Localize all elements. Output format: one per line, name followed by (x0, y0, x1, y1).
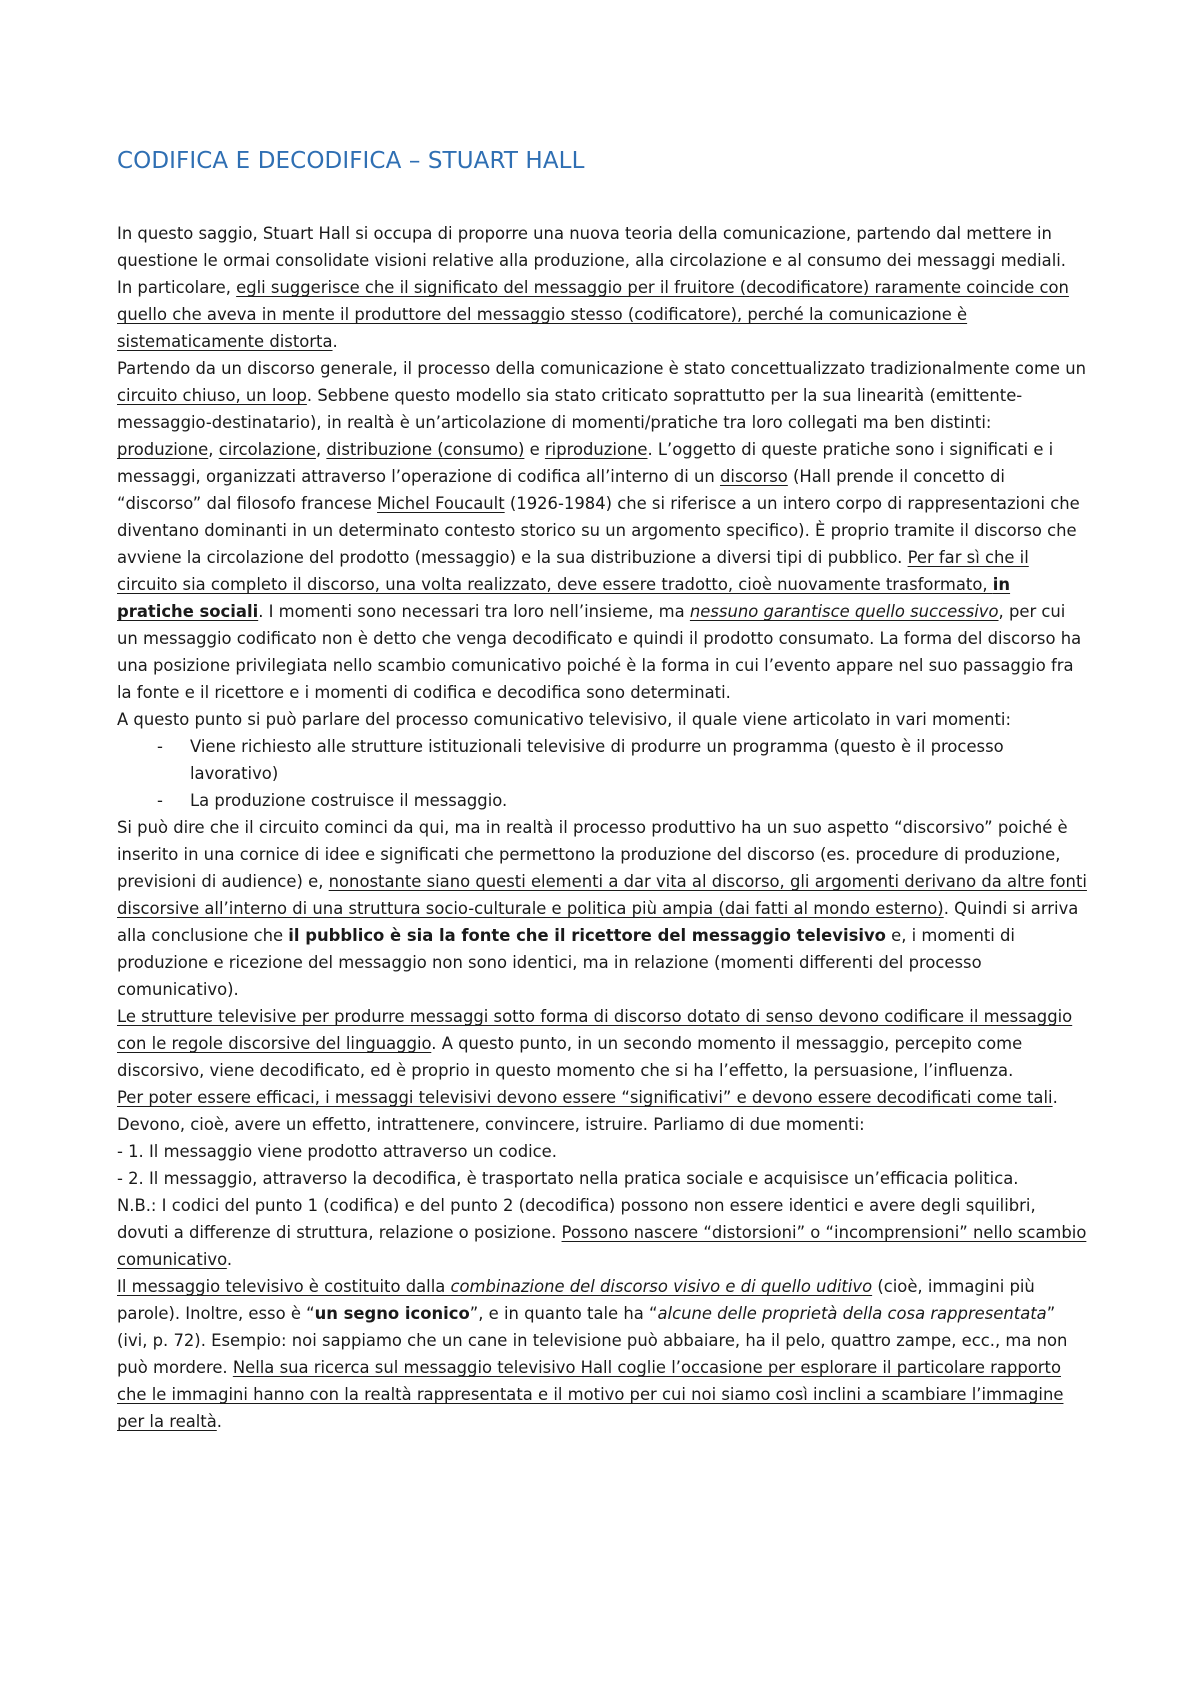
list-item-text: Viene richiesto alle strutture istituzionali televisive di produrre un programma (questo è il processo lavorativo) (190, 737, 1004, 783)
text-run: . L’oggetto di queste pratiche sono i significati e i messaggi, organizzati attraverso l’operazione di codifica all’interno di un (117, 440, 1054, 486)
underlined-text: circolazione (218, 440, 316, 459)
moments-list (117, 733, 1090, 814)
paragraph-momento-1: - 1. Il messaggio viene prodotto attraverso un codice. (117, 1142, 557, 1161)
underlined-italic-text: nessuno garantisce quello successivo (689, 602, 999, 621)
text-run: N.B.: I codici del punto 1 (codifica) e del punto 2 (decodifica) possono non essere identici e avere degli squilibri, dovuti a differenze di struttura, relazione o posizione. (117, 1196, 1036, 1242)
text-run: . Devono, cioè, avere un effetto, intrattenere, convincere, istruire. Parliamo di due momenti: (117, 1088, 1058, 1134)
bold-text: il pubblico è sia la fonte che il ricettore del messaggio televisivo (288, 926, 886, 945)
underlined-text: Per poter essere efficaci, i messaggi televisivi devono essere “significativi” e devono essere decodificati come tali (117, 1088, 1053, 1107)
underlined-text: distribuzione (consumo) (326, 440, 525, 459)
underlined-italic-text: combinazione del discorso visivo e di quello uditivo (450, 1277, 873, 1296)
paragraph-intro: In questo saggio, Stuart Hall si occupa di proporre una nuova teoria della comunicazione, partendo dal mettere in questione le ormai consolidate visioni relative alla produzione, alla circolazione e al consumo dei messaggi mediali. (117, 224, 1067, 270)
text-run: . A questo punto, in un secondo momento il messaggio, percepito come discorsivo, viene decodificato, ed è proprio in questo momento che si ha l’effetto, la persuasione, l’influenza. (117, 1034, 1023, 1080)
paragraph-segno-iconico (117, 1273, 1090, 1435)
underlined-bold-text: in pratiche sociali (117, 575, 1011, 621)
bold-text: un segno iconico (314, 1304, 470, 1323)
paragraph-circuito (117, 355, 1090, 706)
text-run: . (332, 332, 338, 351)
underlined-text: circuito chiuso, un loop (117, 386, 307, 405)
underlined-text: riproduzione (544, 440, 648, 459)
text-run: (Hall prende il concetto di “discorso” dal filosofo francese (117, 467, 1005, 513)
text-run: (1926-1984) che si riferisce a un intero corpo di rappresentazioni che diventano dominanti in un determinato contesto storico su un argomento specifico). È proprio tramite il discorso che avviene la circolazione del prodotto (messaggio) e la sua distribuzione a diversi tipi di pubblico. (117, 494, 1080, 567)
list-item (117, 787, 1090, 814)
document-title: CODIFICA E DECODIFICA – STUART HALL (117, 148, 585, 174)
underlined-text: Michel Foucault (377, 494, 505, 513)
italic-text: alcune delle proprietà della cosa rappresentata (657, 1304, 1047, 1323)
text-run: . Quindi si arriva alla conclusione che (117, 899, 1079, 945)
underlined-text: Possono nascere “distorsioni” o “incomprensioni” nello scambio comunicativo (117, 1223, 1087, 1269)
text-run: (cioè, immagini più parole). Inoltre, esso è “ (117, 1277, 1035, 1323)
text-run: . I momenti sono necessari tra loro nell’insieme, ma (258, 602, 690, 621)
paragraph-momento-2: - 2. Il messaggio, attraverso la decodifica, è trasportato nella pratica sociale e acquisisce un’efficacia politica. (117, 1169, 1019, 1188)
text-run: ” (ivi, p. 72). Esempio: noi sappiamo che un cane in televisione può abbaiare, ha il pelo, quattro zampe, ecc., ma non può mordere. (117, 1304, 1068, 1377)
paragraph-strutture (117, 1003, 1090, 1084)
text-run: , (315, 440, 327, 459)
underlined-text: discorso (719, 467, 788, 486)
text-run: Si può dire che il circuito cominci da qui, ma in realtà il processo produttivo ha un suo aspetto “discorsivo” poiché è inserito in una cornice di idee e significati che permettono la produzione del discorso (es. procedure di produzione, previsioni di audience) e, (117, 818, 1068, 891)
text-run: ”, e in quanto tale ha “ (469, 1304, 658, 1323)
text-run: . (226, 1250, 233, 1269)
list-item-text: La produzione costruisce il messaggio. (190, 791, 508, 810)
document-body (117, 220, 1090, 1435)
list-dash: - (157, 791, 163, 810)
text-run: e, i momenti di produzione e ricezione del messaggio non sono identici, ma in relazione (momenti differenti del processo comunicativo). (117, 926, 1015, 999)
text-run: , per cui un messaggio codificato non è detto che venga decodificato e quindi il prodotto consumato. La forma del discorso ha una posizione privilegiata nello scambio comunicativo poiché è la forma in cui l’evento appare nel suo passaggio fra la fonte e il ricettore e i momenti di codifica e decodifica sono determinati. (117, 602, 1082, 702)
underlined-text: Per far sì che il circuito sia completo il discorso, una volta realizzato, deve essere tradotto, cioè nuovamente trasformato, (117, 548, 1029, 594)
underlined-text: Il messaggio televisivo è costituito dalla (117, 1277, 451, 1296)
underlined-text: nonostante siano questi elementi a dar vita al discorso, gli argomenti derivano da altre fonti discorsive all’interno di una struttura socio-culturale e politica più ampia (dai fatti al mondo esterno) (117, 872, 1087, 918)
paragraph-efficaci (117, 1084, 1090, 1138)
paragraph-televisivo: A questo punto si può parlare del processo comunicativo televisivo, il quale viene articolato in vari momenti: (117, 710, 1011, 729)
text-run: e (524, 440, 545, 459)
underlined-text: Nella sua ricerca sul messaggio televisivo Hall coglie l’occasione per esplorare il particolare rapporto che le immagini hanno con la realtà rappresentata e il motivo per cui noi siamo così inclini a scambiare l’immagine per la realtà (117, 1358, 1064, 1431)
list-dash: - (157, 737, 163, 756)
text-run: In particolare, (117, 278, 237, 297)
underlined-text: Le strutture televisive per produrre messaggi sotto forma di discorso dotato di senso devono codificare il messaggio con le regole discorsive del linguaggio (117, 1007, 1073, 1053)
text-run: . (216, 1412, 222, 1431)
list-item (117, 733, 1090, 787)
underlined-text: egli suggerisce che il significato del messaggio per il fruitore (decodificatore) raramente coincide con quello che aveva in mente il produttore del messaggio stesso (codificatore), perché la comunicazione è sistematicamente distorta (117, 278, 1069, 351)
paragraph-nb (117, 1192, 1090, 1273)
paragraph-particolare (117, 274, 1090, 355)
underlined-text: produzione (117, 440, 209, 459)
paragraph-circuito-discorsivo (117, 814, 1090, 1003)
text-run: . Sebbene questo modello sia stato criticato soprattutto per la sua linearità (emittente-messaggio-destinatario), in realtà è un’articolazione di momenti/pratiche tra loro collegati ma ben distinti: (117, 386, 1023, 432)
text-run: , (208, 440, 219, 459)
text-run: Partendo da un discorso generale, il processo della comunicazione è stato concettualizzato tradizionalmente come un (117, 359, 1086, 378)
